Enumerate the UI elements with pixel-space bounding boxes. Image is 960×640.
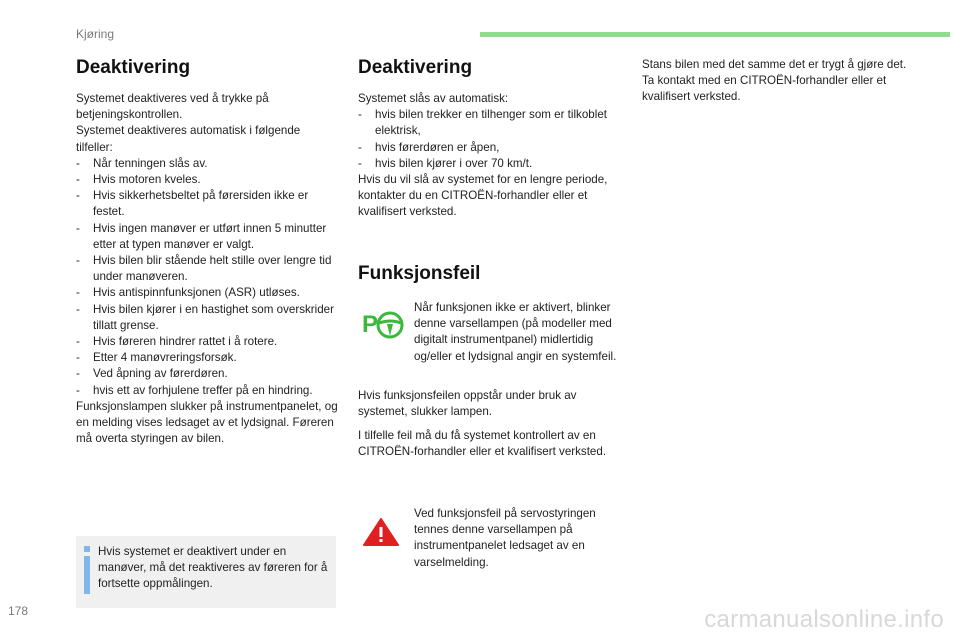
malfunction-para-b: I tilfelle feil må du få systemet kontrollert av en CITROËN-forhandler eller et kvalifisert verksted.: [358, 429, 607, 459]
list-item: - hvis ett av forhjulene treffer på en hindring.: [76, 383, 338, 399]
deactivation-list-left: [76, 156, 338, 399]
column-middle: [358, 57, 620, 221]
indicator-text: Når funksjonen ikke er aktivert, blinker denne varsellampen (på modeller med digitalt instrumentpanel) midlertidig og/eller et lydsignal angir en systemfeil.: [414, 301, 617, 363]
list-item: - Hvis bilen blir stående helt stille over lengre tid under manøveren.: [76, 253, 338, 285]
steering-warning-text: Ved funksjonsfeil på servostyringen tennes denne varsellampen på instrumentpanelet ledsaget av en varselmelding.: [414, 507, 596, 569]
list-item: - Hvis motoren kveles.: [76, 172, 338, 188]
malfunction-title: Funksjonsfeil: [358, 263, 481, 284]
list-item: - Ved åpning av førerdøren.: [76, 366, 338, 382]
list-item: - Hvis bilen kjører i en hastighet som overskrider tillatt grense.: [76, 302, 338, 334]
deactivation-title-middle: Deaktivering: [358, 57, 473, 78]
intro-text-left: Systemet deaktiveres ved å trykke på betjeningskontrollen.: [76, 92, 269, 122]
list-item: - Etter 4 manøvreringsforsøk.: [76, 350, 338, 366]
svg-text:P: P: [362, 311, 379, 338]
list-item: - Når tenningen slås av.: [76, 156, 338, 172]
column-right: [642, 57, 912, 106]
list-item: - Hvis sikkerhetsbeltet på førersiden ikke er festet.: [76, 188, 338, 220]
intro-text-middle: Systemet slås av automatisk:: [358, 92, 509, 105]
watermark: carmanualsonline.info: [704, 606, 944, 633]
note-text: Hvis systemet er deaktivert under en manøver, må det reaktiveres av føreren for å fortsette oppmålingen.: [98, 545, 328, 591]
stop-vehicle-text: Stans bilen med det samme det er trygt å gjøre det. Ta kontakt med en CITROËN-forhandler eller et kvalifisert verksted.: [642, 58, 907, 104]
deactivation-list-middle: [358, 107, 620, 172]
note-box: [76, 536, 336, 608]
header-bar: [480, 32, 950, 37]
column-left: [76, 57, 338, 447]
deactivation-title-left: Deaktivering: [76, 57, 191, 78]
outro-text-middle: Hvis du vil slå av systemet for en lengre periode, kontakter du en CITROËN-forhandler eller et kvalifisert verksted.: [358, 173, 608, 219]
list-item: - Hvis føreren hindrer rattet i å rotere.: [76, 334, 338, 350]
warning-triangle-icon: [362, 517, 400, 547]
list-item: - Hvis ingen manøver er utført innen 5 minutter etter at typen manøver er valgt.: [76, 221, 338, 253]
malfunction-para-a: Hvis funksjonsfeilen oppstår under bruk av systemet, slukker lampen.: [358, 389, 577, 419]
list-item: - hvis bilen kjører i over 70 km/t.: [358, 156, 620, 172]
park-assist-steering-icon: [362, 308, 406, 340]
section-label: Kjøring: [76, 27, 115, 41]
outro-text-left: Funksjonslampen slukker på instrumentpanelet, og en melding vises ledsaget av et lydsignal. Føreren må overta styringen av bilen.: [76, 399, 338, 446]
list-item: - hvis bilen trekker en tilhenger som er tilkoblet elektrisk,: [358, 107, 620, 139]
list-item: - Hvis antispinnfunksjonen (ASR) utløses.: [76, 285, 338, 301]
page-number: 178: [8, 604, 29, 618]
list-item: - hvis førerdøren er åpen,: [358, 140, 620, 156]
auto-text-left: Systemet deaktiveres automatisk i følgende tilfeller:: [76, 124, 301, 154]
info-icon: [84, 546, 90, 594]
